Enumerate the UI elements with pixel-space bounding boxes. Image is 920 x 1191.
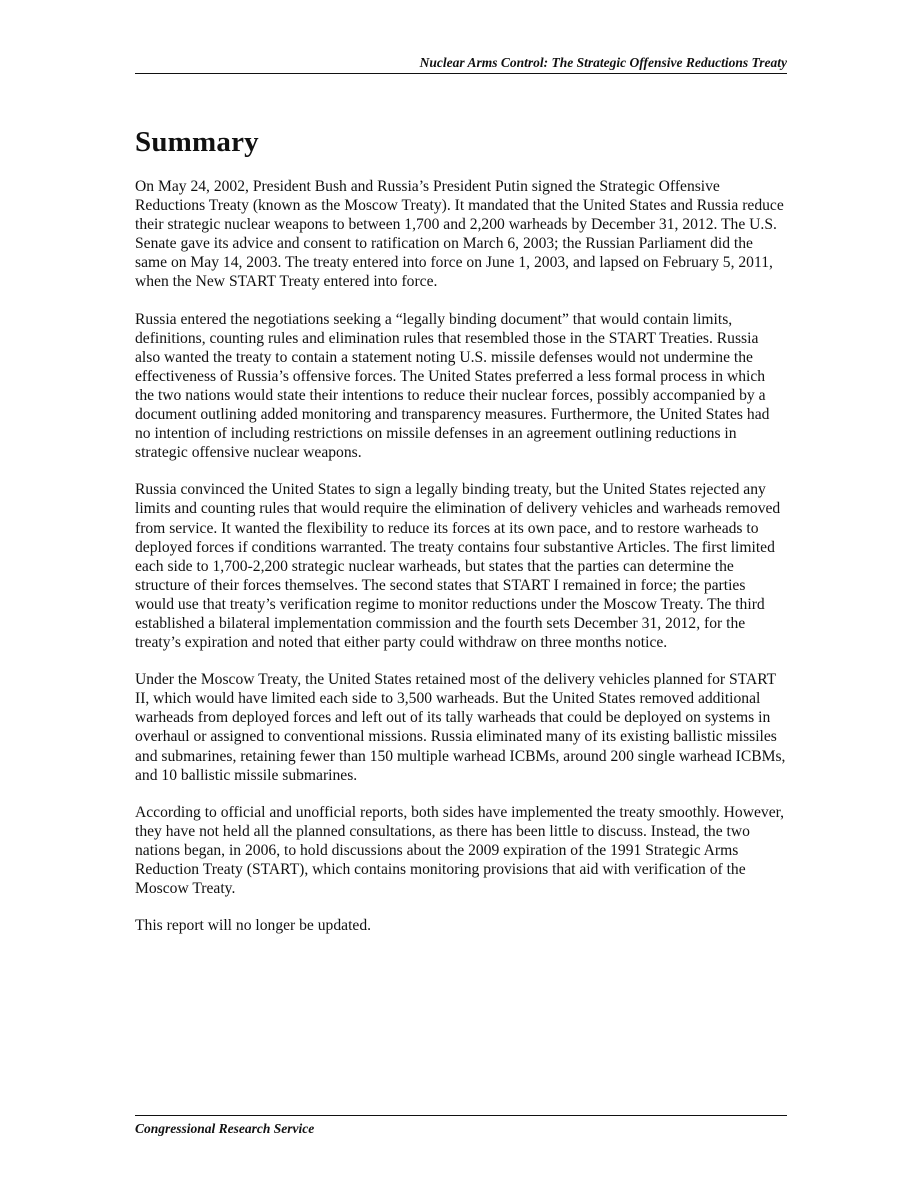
summary-body — [135, 177, 787, 953]
footer-source: Congressional Research Service — [135, 1121, 315, 1136]
running-footer — [135, 1115, 787, 1138]
summary-paragraph-5: According to official and unofficial reports, both sides have implemented the treaty smoothly. However, they have not held all the planned consultations, as there has been little to discuss. Instead, the two nations began, in 2006, to hold discussions about the 2009 expiration of the 1991 Strategic Arms Reduction Treaty (START), which contains monitoring provisions that aid with verification of the Moscow Treaty. — [135, 803, 785, 898]
summary-paragraph-6: This report will no longer be updated. — [135, 917, 372, 935]
running-header — [135, 54, 787, 74]
page-title: Summary — [135, 126, 259, 158]
summary-paragraph-1: On May 24, 2002, President Bush and Russia’s President Putin signed the Strategic Offensive Reductions Treaty (known as the Moscow Treaty). It mandated that the United States and Russia reduce their strategic nuclear weapons to between 1,700 and 2,200 warheads by December 31, 2012. The U.S. Senate gave its advice and consent to ratification on March 6, 2003; the Russian Parliament did the same on May 14, 2003. The treaty entered into force on June 1, 2003, and lapsed on February 5, 2011, when the New START Treaty entered into force. — [135, 178, 784, 291]
summary-paragraph-4: Under the Moscow Treaty, the United States retained most of the delivery vehicles planned for START II, which would have limited each side to 3,500 warheads. But the United States removed additional warheads from deployed forces and left out of its tally warheads that could be deployed on systems in overhaul or assigned to conventional missions. Russia eliminated many of its existing ballistic missiles and submarines, retaining fewer than 150 multiple warhead ICBMs, around 200 single warhead ICBMs, and 10 ballistic missile submarines. — [135, 671, 786, 784]
summary-paragraph-2: Russia entered the negotiations seeking a “legally binding document” that would contain limits, definitions, counting rules and elimination rules that resembled those in the START Treaties. Russia also wanted the treaty to contain a statement noting U.S. missile defenses would not undermine the effectiveness of Russia’s offensive forces. The United States preferred a less formal process in which the two nations would state their intentions to reduce their nuclear forces, possibly accompanied by a document outlining added monitoring and transparency measures. Furthermore, the United States had no intention of including restrictions on missile defenses in an agreement outlining reductions in strategic offensive nuclear weapons. — [135, 310, 770, 462]
running-header-title: Nuclear Arms Control: The Strategic Offensive Reductions Treaty — [419, 55, 787, 70]
summary-paragraph-3: Russia convinced the United States to sign a legally binding treaty, but the United States rejected any limits and counting rules that would require the elimination of delivery vehicles and warheads removed from service. It wanted the flexibility to reduce its forces at its own pace, and to restore warheads to deployed forces if conditions warranted. The treaty contains four substantive Articles. The first limited each side to 1,700-2,200 strategic nuclear warheads, but states that the parties can determine the structure of their forces themselves. The second states that START I remained in force; the parties would use that treaty’s verification regime to monitor reductions under the Moscow Treaty. The third established a bilateral implementation commission and the fourth sets December 31, 2012, for the treaty’s expiration and noted that either party could withdraw on three months notice. — [135, 481, 781, 652]
